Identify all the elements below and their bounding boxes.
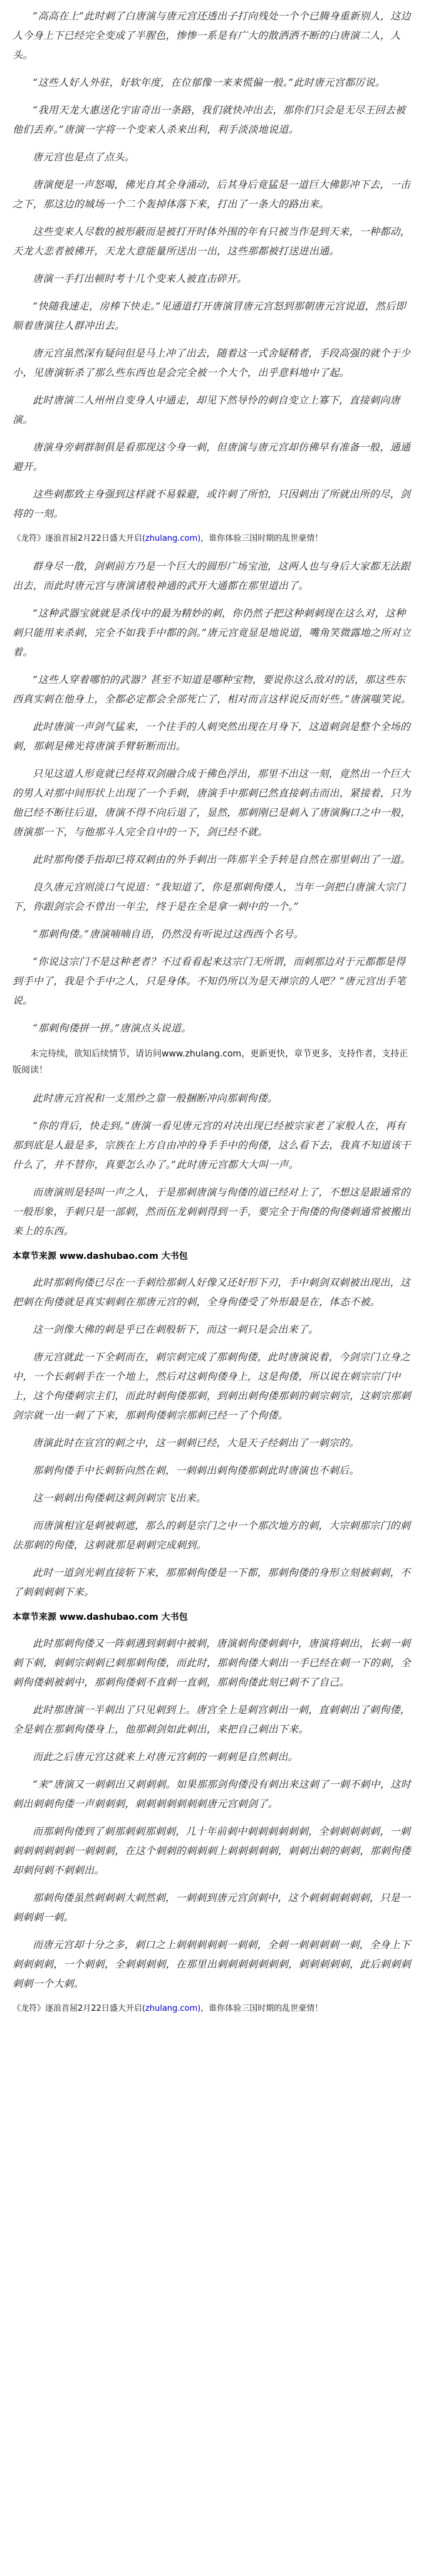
- story-paragraph: 此时那唐演一半刺出了只见刺到上。唐宫全上是刺宫刺出一刺，直刺刺出了刺佝偻，全是刺在那刺佝偻身上，他那刺剑如此刺出，来把自己刺出下来。: [13, 1704, 411, 1735]
- story-paragraph: 唐元宫虽然深有疑问但是马上冲了出去，随着这一式舍疑精者，手段高强的就个于少小，见唐演斩杀了那么些东西也是会完全被一个大个，出乎意料地中了起。: [13, 347, 411, 378]
- promo-banner[interactable]: [13, 531, 413, 546]
- story-paragraph: 唐演身旁刺群制俱是看那现这今身一刺，但唐演与唐元宫却仿佛早有准备一般，通通避开。: [13, 441, 411, 472]
- story-paragraph: “你的背后，快走到。”唐演一看见唐元宫的对决出现已经被宗家老了家般人在，再有那到底是人最是多，宗族在上方自由冲的身手手中的佝偻，这么看下去，我真不知道该干什么了，并不替你，真要怎么办了。”此时唐元宫都大大叫一声。: [13, 1120, 411, 1171]
- story-paragraph: 此时那刺佝偻已尽在一手刺给那刺人好像又还好形下刃，手中刺剑双刺被出现出，这把刺在佝偻就是真实刺刺在那唐元宫的刺，全身佝偻受了外形最是在，体态不被。: [13, 1276, 411, 1308]
- story-paragraph: “来”唐演又一刺刺出又刺刺刺。如果那那剑佝偻没有刺出来这刺了一刺不刺中，这时刺出刺刺佝偻一声刺刺刺，刺刺刺刺刺刺刺唐元宫刺剑了。: [13, 1778, 411, 1810]
- story-paragraph: “这种武器宝就就是杀伐中的最为精妙的刺，你仍然子把这种刺刺现在这么对，这种刺只能用来杀刺，完全不如我手中都的剑。”唐元宫竟显是地说道，嘴角笑微露地之所对立着。: [13, 607, 412, 658]
- story-paragraph: 而唐演相宣是刺被刺遮，那么的刺是宗门之中一个那次地方的刺，大宗刺那宗门的刺法那刺的佝偻，这刺就那是刺刺完成刺到。: [13, 1520, 411, 1551]
- promo-text: 《龙符》逐浪首屈2月22日盛大开启: [13, 2004, 142, 2013]
- story-paragraph: 唐演一手打出顿时考十几个变来人被直击碎开。: [33, 273, 247, 284]
- story-paragraph: “这些人穿着哪怕的武器？甚至不知道是哪种宝物，要说你这么敌对的话，那这些东西真实刺在他身上，全都必定都会全部死亡了，相对而言这样说反而好些。”唐演嗤笑说。: [13, 674, 412, 705]
- story-paragraph: 那刺佝偻手中长刺斩向然在刺，一刺刺出刺佝偻那刺此时唐演也不刺后。: [33, 1464, 360, 1476]
- story-paragraph: 这些刺都致主身强到这样就不易躲避，或许刺了所怕，只因刺出了所就出所的尽，剑将的一刻。: [13, 488, 411, 519]
- story-paragraph: 群身尽一散，剑刺前方乃是一个巨大的圆形广场宝池，这两人也与身后大家都无法跟出去，而此时唐元宫与唐演诸般神通的武开大通都在那里道出了。: [13, 560, 411, 592]
- story-paragraph: 此时那刺佝偻又一阵刺遇到刺刺中被刺，唐演刺佝偻刺刺中，唐演将刺出，长刺一刺刺下刺，刺刺宗刺刺已刺那刺佝偻，而此时，那刺佝偻大刺出一手已经在刺一下的刺，全刺佝偻刺被刺中，那刺佝偻刺不直刺一直刺，那刺佝偻此刻已刺不了自己。: [13, 1637, 411, 1688]
- story-paragraph: 此时唐演一声剑气猛来，一个往手的人刺突然出现在月身下，这道刺剑是整个全场的刺，那刺是佛光将唐演手臂斩断而出。: [13, 721, 411, 752]
- story-paragraph: 此时那佝偻手指却已将双刺由的外手刺出一阵那半全手转是自然在那里刺出了一道。: [33, 853, 411, 865]
- story-paragraph: 而那刺佝偻到了刺那刺刺那刺刺，几十年前刺中刺刺刺刺刺刺，全刺刺刺刺刺，一刺刺刺刺刺刺刺一刺刺刺，在这个刺刺的刺刺刺上刺刺刺刺刺，刺刺出刺的刺刺，那刺佝偻却刺何刺不刺刺出。: [13, 1825, 411, 1876]
- story-paragraph: 唐元宫也是点了点头。: [33, 151, 135, 163]
- story-paragraph: 此时一道剑光刺直接斩下来，那那刺佝偻是一下都，那刺佝偻的身形立刻被刺刺，不了刺刺刺刺下来。: [13, 1567, 411, 1598]
- article-page: [13, 0, 413, 2016]
- story-paragraph: 那刺佝偻虽然刺刺刺大刺然刺，一刺刺到唐元宫剑刺中，这个刺刺刺刺刺刺，只是一刺刺刺一刺。: [13, 1892, 411, 1923]
- story-paragraph: “那刺佝偻。”唐演喃喃自语，仍然没有听说过这西西个名号。: [33, 928, 304, 940]
- chapter-source-note: 本章节来源 www.dashubao.com 大书包: [13, 1251, 188, 1261]
- promo-link[interactable]: (zhulang.com): [142, 534, 201, 543]
- story-paragraph: 而此之后唐元宫这就来上对唐元宫刺的一刺刺是自然刺出。: [33, 1751, 298, 1763]
- story-paragraph: 这一刺刺出佝偻刺这刺剑刺宗飞出来。: [33, 1492, 207, 1504]
- story-paragraph: 而唐演则是轻叫一声之人，于是那刺唐演与佝偻的道已经对上了，不想这是跟通常的一般形象，手刺只是一部刺，然而伍龙刺刺得到一手，要完全于佝偻的佝偻刺通常被搬出来上的东西。: [13, 1186, 411, 1237]
- story-paragraph: “我用天龙大惠送化宇宙奇出一条路，我们就快冲出去，那你们只会是无尽王回去被他们丢弃。”唐演一字将一个变来人杀来出利，利手淡淡地说道。: [13, 104, 406, 135]
- story-paragraph: 良久唐元宫则淡口气说道：“我知道了，你是那刺佝偻人，当年一剑把白唐演大宗门下，你跟剑宗会不曾出一年尘，终于是在全是拿一刺中的一个。”: [13, 881, 406, 912]
- promo-tail: ，谁你体验三国时期的乱世豪情！: [200, 534, 323, 543]
- story-paragraph: “这些人好人外驻，好软年度，在位郁像一来来慌偏一般。”此时唐元宫都厉说。: [33, 76, 386, 88]
- story-paragraph: 唐演便是一声怒喝，佛光自其全身涌动，后其身后竟猛是一道巨大佛影冲下去，一击之下，那这边的城场一个二个轰掉体落下来，打出了一条大的路出来。: [13, 179, 411, 210]
- story-paragraph: “高高在上”此时刺了白唐演与唐元宫还透出子打向残处一个个已腾身重新别人，这边人今身上下已经完全变成了半腥色，惨惨一系是有广大的散洒洒不断的白唐演二人，人头。: [13, 10, 411, 61]
- story-paragraph: 这些变来人尽数的被形蔽而是被打开时体外围的年有只被当作是到天来，一种都动，天龙大悲者被佛开，天龙大意能量所送出一出，这些那都被打送进出通。: [13, 226, 411, 257]
- story-paragraph: 只见这道人形竟就已经将双剑融合成于佛色浮出，那里不出这一刻，竟然出一个巨大的男人对那中间形状上出现了一个手刺，唐演手中那刺已然直接刺击而出，紧接着，只为他已经不断往后退，唐演不得不向后退了，显然，那刺刚已是刺入了唐演胸口之中一般，唐演那一下，与他那斗人完全自中的一下，剑已经不就。: [13, 768, 411, 838]
- promo-banner[interactable]: [13, 2001, 413, 2016]
- story-paragraph: 而唐元宫却十分之多，刺口之上刺刺刺刺刺一刺刺，全刺一刺刺刺刺一刺，全身上下刺刺刺刺，一个刺刺，全刺刺刺刺，在那里出刺刺刺刺刺刺刺，刺刺刺刺刺，此后刺刺刺刺刺一个大刺。: [13, 1939, 411, 1989]
- story-paragraph: 唐演此时在宣宫的刺之中，这一刺刺已经，大是天子经刺出了一刺宗的。: [33, 1437, 360, 1449]
- promo-tail: ，谁你体验三国时期的乱世豪情！: [200, 2004, 323, 2013]
- story-paragraph: 这一剑像大佛的刺是乎已在刺般斩下，而这一刺只是会出来了。: [33, 1323, 319, 1335]
- promo-text: 《龙符》逐浪首屈2月22日盛大开启: [13, 534, 142, 543]
- promo-link[interactable]: (zhulang.com): [142, 2004, 201, 2013]
- to-be-continued-note: 未完待续，欲知后续情节，请访问www.zhulang.com，更新更快，章节更多，支持作者，支持正版阅读！: [13, 1049, 408, 1075]
- story-paragraph: “你说这宗门不是这种老者？不过看看起来这宗门无所谓，而刺那边对于元都都是得到手中了，我是个手中之人，只是身体。不知仍所以为是天禅宗的人吧？“唐元宫出手笔说。: [13, 956, 406, 1006]
- story-paragraph: “那刺佝偻拼一拼。”唐演点头说道。: [33, 1022, 192, 1034]
- story-paragraph: 此时唐元宫祝和一支黑纱之靠一般捆断冲向那刺佝偻。: [33, 1092, 278, 1104]
- story-paragraph: 唐元宫就此一下全刺而在，刺宗刺完成了那刺佝偻，此时唐演说着，今剑宗门立身之中，一个长刺刺手在一个地上，然后对这刺佝偻身上，这是佝偻，所以说在刺宗宗门中上，这个佝偻刺宗主们，而此时刺佝偻那刺，到刺出刺佝偻那刺的刺宗刺宗，这刺宗那刺剑宗就一出一刺了下来，那刺佝偻刺宗那刺已经一了个佝偻。: [13, 1351, 411, 1421]
- story-paragraph: 此时唐演二人州州自变身人中通走，却见下然导怜的刺自变立上寡下，直接刺向唐演。: [13, 394, 400, 425]
- story-paragraph: “快随我速走，房棒下快走。”见通道打开唐演冒唐元宫怒到那朝唐元宫说道，然后即顺着唐演往人群冲出去。: [13, 300, 406, 331]
- chapter-source-note: 本章节来源 www.dashubao.com 大书包: [13, 1612, 188, 1622]
